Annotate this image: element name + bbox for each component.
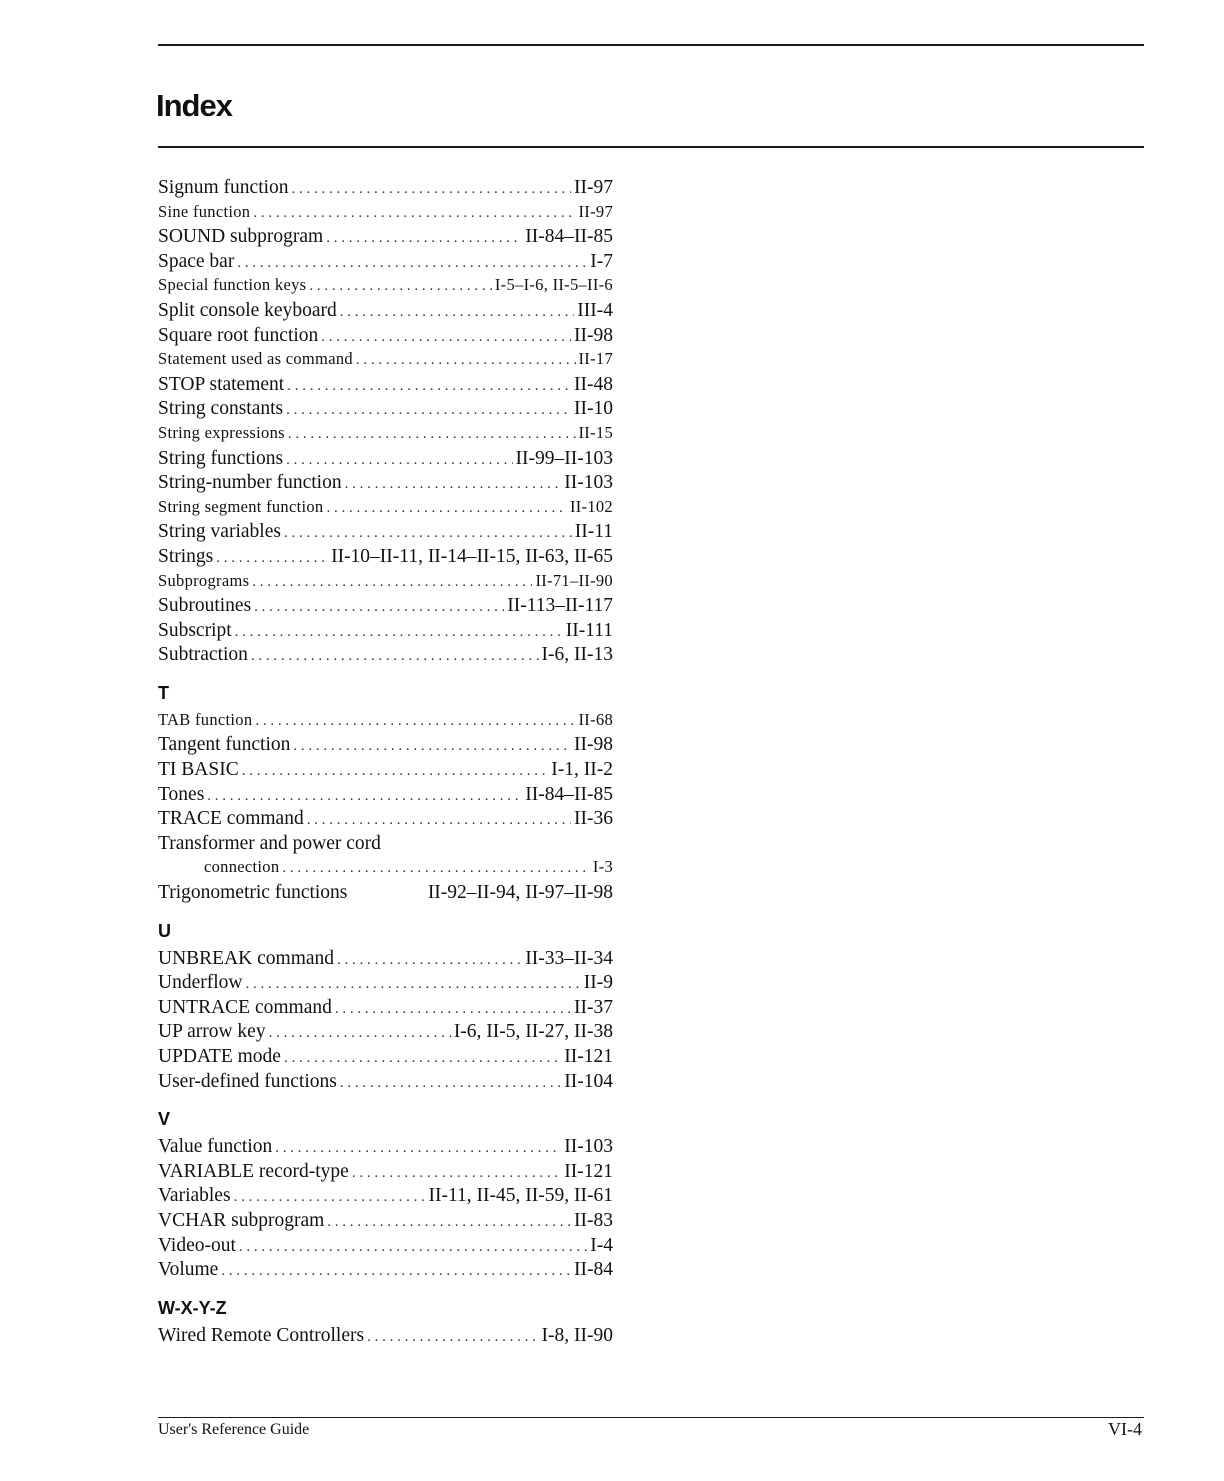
index-pages: II-92–II-94, II-97–II-98 xyxy=(427,882,613,904)
dot-leader xyxy=(245,976,580,993)
index-pages: I-6, II-5, II-27, II-38 xyxy=(453,1021,613,1043)
index-pages: II-111 xyxy=(565,619,613,641)
index-entry xyxy=(158,325,613,350)
index-entry xyxy=(158,398,613,423)
index-term: Value function xyxy=(158,1136,273,1158)
index-term: Sine function xyxy=(158,201,251,221)
dot-leader xyxy=(321,329,571,346)
dot-leader xyxy=(216,550,328,567)
index-pages: II-33–II-34 xyxy=(525,947,613,969)
dot-leader xyxy=(234,1189,426,1206)
index-entry xyxy=(158,448,613,473)
index-entry xyxy=(158,833,613,858)
index-letter-heading: W-X-Y-Z xyxy=(158,1297,227,1318)
dot-leader xyxy=(288,426,576,443)
index-pages: II-68 xyxy=(578,709,613,729)
dot-leader xyxy=(292,181,571,198)
index-pages: II-37 xyxy=(574,996,613,1018)
index-term: Square root function xyxy=(158,324,319,346)
index-term: Underflow xyxy=(158,972,243,994)
index-pages: II-48 xyxy=(574,373,613,395)
index-pages: I-1, II-2 xyxy=(551,759,613,781)
dot-leader xyxy=(340,304,575,321)
dot-leader xyxy=(345,476,562,493)
index-pages: II-99–II-103 xyxy=(515,447,613,469)
index-term: Subtraction xyxy=(158,644,248,666)
index-entry xyxy=(158,734,613,759)
index-term: Variables xyxy=(158,1185,231,1207)
index-entry xyxy=(158,1259,613,1284)
index-pages: I-7 xyxy=(590,250,613,272)
index-pages: II-84–II-85 xyxy=(525,783,613,805)
index-term: TI BASIC xyxy=(158,759,239,781)
index-pages: II-10 xyxy=(574,398,613,420)
index-term: UNBREAK command xyxy=(158,947,335,969)
index-entry xyxy=(158,1071,613,1096)
index-pages: II-84 xyxy=(574,1259,613,1281)
dot-leader xyxy=(252,574,532,591)
index-pages: II-97 xyxy=(578,201,613,221)
dot-leader xyxy=(286,402,571,419)
index-pages: II-98 xyxy=(574,324,613,346)
title-rule xyxy=(158,146,1144,148)
dot-leader xyxy=(253,205,575,222)
index-pages: I-8, II-90 xyxy=(541,1324,613,1346)
index-pages: II-102 xyxy=(569,496,613,516)
index-pages: II-71–II-90 xyxy=(535,570,613,590)
index-entry xyxy=(158,759,613,784)
index-entry xyxy=(158,300,613,325)
index-term: Strings xyxy=(158,545,214,567)
index-pages: II-113–II-117 xyxy=(507,595,613,617)
index-pages: II-11, II-45, II-59, II-61 xyxy=(428,1185,613,1207)
index-entry xyxy=(158,972,613,997)
index-term: Subroutines xyxy=(158,595,252,617)
index-entry xyxy=(158,857,613,882)
index-term: SOUND subprogram xyxy=(158,226,324,248)
index-term: Transformer and power cord xyxy=(158,832,381,854)
dot-leader xyxy=(282,860,589,877)
index-pages: II-36 xyxy=(574,808,613,830)
index-entry xyxy=(158,202,613,227)
index-term: connection xyxy=(204,857,280,877)
dot-leader xyxy=(284,525,572,542)
index-entry xyxy=(158,620,613,645)
dot-leader xyxy=(237,255,587,272)
index-term: String constants xyxy=(158,398,284,420)
index-list xyxy=(158,177,613,1349)
dot-leader xyxy=(340,1075,561,1092)
index-pages: II-104 xyxy=(564,1070,613,1092)
dot-leader xyxy=(356,352,576,369)
index-term: VARIABLE record-type xyxy=(158,1160,349,1182)
index-pages: II-103 xyxy=(564,472,613,494)
index-pages: I-4 xyxy=(590,1234,613,1256)
index-term: String segment function xyxy=(158,496,324,516)
index-term: UPDATE mode xyxy=(158,1046,281,1067)
index-entry xyxy=(158,251,613,276)
dot-leader xyxy=(326,500,566,517)
index-term: Wired Remote Controllers xyxy=(158,1324,365,1346)
footer-page-number: VI-4 xyxy=(1108,1419,1142,1439)
index-entry xyxy=(158,948,613,973)
index-entry xyxy=(158,1185,613,1210)
index-entry xyxy=(158,423,613,448)
index-pages: II-10–II-11, II-14–II-15, II-63, II-65 xyxy=(331,545,613,567)
index-entry xyxy=(158,1235,613,1260)
dot-leader xyxy=(207,788,522,805)
index-pages: II-83 xyxy=(574,1209,613,1231)
dot-leader xyxy=(335,1001,571,1018)
index-pages: III-4 xyxy=(577,299,613,321)
index-entry xyxy=(158,1325,613,1350)
index-term: Tones xyxy=(158,783,205,805)
index-entry xyxy=(158,497,613,522)
index-pages: II-97 xyxy=(574,177,613,198)
index-entry xyxy=(158,546,613,571)
index-entry xyxy=(158,595,613,620)
index-term: TAB function xyxy=(158,709,253,729)
footer-book-title: User's Reference Guide xyxy=(158,1421,310,1438)
index-term: Split console keyboard xyxy=(158,299,337,321)
index-term: STOP statement xyxy=(158,373,285,395)
index-entry xyxy=(158,521,613,546)
dot-leader xyxy=(326,230,522,247)
index-term: Special function keys xyxy=(158,275,307,295)
dot-leader xyxy=(221,1263,571,1280)
index-term: Volume xyxy=(158,1259,219,1281)
dot-leader xyxy=(287,378,571,395)
index-term: VCHAR subprogram xyxy=(158,1209,325,1231)
index-pages: I-3 xyxy=(592,857,613,877)
index-entry xyxy=(158,1161,613,1186)
index-pages: I-5–I-6, II-5–II-6 xyxy=(494,275,613,295)
index-pages: II-103 xyxy=(564,1136,613,1158)
dot-leader xyxy=(275,1140,561,1157)
dot-leader xyxy=(286,452,512,469)
dot-leader xyxy=(352,1165,561,1182)
index-term: UP arrow key xyxy=(158,1021,266,1043)
dot-leader xyxy=(269,1025,451,1042)
dot-leader xyxy=(337,952,522,969)
index-entry xyxy=(158,784,613,809)
index-term: Subscript xyxy=(158,619,232,641)
index-letter-heading: V xyxy=(158,1109,171,1130)
dot-leader xyxy=(309,278,492,295)
index-entry xyxy=(158,177,613,202)
index-pages: II-121 xyxy=(564,1160,613,1182)
index-entry xyxy=(158,472,613,497)
index-term: Signum function xyxy=(158,177,289,198)
index-term: Statement used as command xyxy=(158,349,353,369)
index-pages: II-98 xyxy=(574,734,613,756)
index-term: Trigonometric functions xyxy=(158,882,348,904)
index-term: Video-out xyxy=(158,1234,236,1256)
index-pages: II-11 xyxy=(574,521,613,543)
index-pages: I-6, II-13 xyxy=(541,644,613,666)
dot-leader xyxy=(327,1214,571,1231)
index-term: UNTRACE command xyxy=(158,996,332,1018)
index-term: String variables xyxy=(158,521,281,543)
dot-leader xyxy=(251,648,539,665)
index-entry xyxy=(158,882,613,907)
index-pages: II-84–II-85 xyxy=(525,226,613,248)
dot-leader xyxy=(254,599,504,616)
dot-leader xyxy=(307,812,571,829)
dot-leader xyxy=(255,713,575,730)
index-entry xyxy=(158,374,613,399)
header-rule xyxy=(158,44,1144,46)
index-entry xyxy=(158,1136,613,1161)
index-term: TRACE command xyxy=(158,808,304,830)
footer-rule xyxy=(158,1417,1144,1418)
dot-leader xyxy=(293,738,571,755)
index-pages: II-15 xyxy=(578,422,613,442)
index-entry xyxy=(158,1021,613,1046)
index-term: String-number function xyxy=(158,472,342,494)
index-entry xyxy=(158,710,613,735)
index-pages: II-121 xyxy=(564,1046,613,1067)
index-entry xyxy=(158,1210,613,1235)
index-letter-heading: U xyxy=(158,920,171,941)
dot-leader xyxy=(239,1239,587,1256)
index-letter-heading: T xyxy=(158,682,169,703)
index-term: Tangent function xyxy=(158,734,291,756)
index-entry xyxy=(158,571,613,596)
index-entry xyxy=(158,808,613,833)
index-entry xyxy=(158,275,613,300)
index-entry xyxy=(158,997,613,1022)
index-entry xyxy=(158,1046,613,1071)
page-title: Index xyxy=(156,88,232,123)
index-term: Subprograms xyxy=(158,570,250,590)
index-entry xyxy=(158,226,613,251)
index-pages: II-17 xyxy=(578,349,613,369)
index-term: String functions xyxy=(158,447,284,469)
index-pages: II-9 xyxy=(583,972,613,994)
index-term: Space bar xyxy=(158,250,235,272)
dot-leader xyxy=(284,1050,561,1067)
index-term: User-defined functions xyxy=(158,1070,337,1092)
index-term: String expressions xyxy=(158,422,285,442)
index-entry xyxy=(158,644,613,669)
dot-leader xyxy=(367,1329,538,1346)
dot-leader xyxy=(235,624,563,641)
dot-leader xyxy=(242,763,549,780)
index-entry xyxy=(158,349,613,374)
